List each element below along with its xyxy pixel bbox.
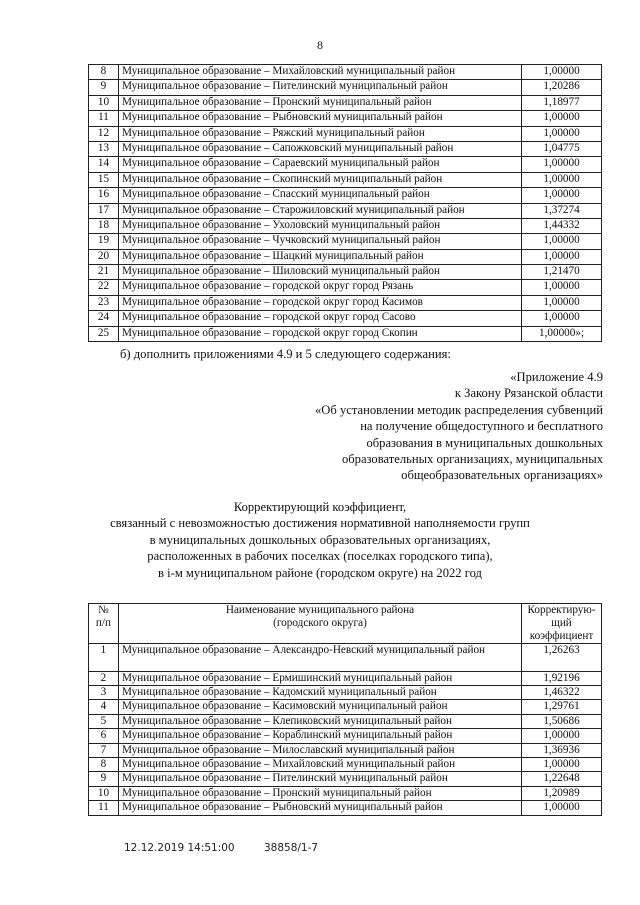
header-name <box>118 604 521 644</box>
table-row <box>89 280 602 295</box>
row-name: Муниципальное образование – Чучковский муниципальный район <box>118 234 521 249</box>
row-name: Муниципальное образование – Ермишинский муниципальный район <box>118 671 521 685</box>
row-number: 20 <box>89 249 119 264</box>
table-row <box>89 65 602 80</box>
row-name: Муниципальное образование – городской округ город Сасово <box>118 311 521 326</box>
table-header-row <box>89 604 602 644</box>
row-number: 22 <box>89 280 119 295</box>
appendix-line: «Приложение 4.9 <box>510 370 603 384</box>
table-row <box>89 772 602 786</box>
row-number: 15 <box>89 172 119 187</box>
row-coefficient: 1,00000 <box>522 295 602 310</box>
row-name: Муниципальное образование – Пронский муниципальный район <box>118 786 521 800</box>
row-number: 2 <box>89 671 119 685</box>
row-number: 19 <box>89 234 119 249</box>
row-number: 11 <box>89 801 119 815</box>
table-row <box>89 700 602 714</box>
header-number-line: № <box>98 604 109 616</box>
row-number: 9 <box>89 772 119 786</box>
table-row <box>89 172 602 187</box>
table-row <box>89 265 602 280</box>
row-name: Муниципальное образование – Шацкий муниципальный район <box>118 249 521 264</box>
row-coefficient: 1,37274 <box>522 203 602 218</box>
table-row <box>89 729 602 743</box>
row-coefficient: 1,00000 <box>522 172 602 187</box>
table-row <box>89 671 602 685</box>
row-number: 8 <box>89 65 119 80</box>
row-number: 18 <box>89 218 119 233</box>
row-name: Муниципальное образование – Ряжский муниципальный район <box>118 126 521 141</box>
row-number: 5 <box>89 714 119 728</box>
row-coefficient: 1,29761 <box>522 700 602 714</box>
table-row <box>89 249 602 264</box>
row-name: Муниципальное образование – Шиловский муниципальный район <box>118 265 521 280</box>
title-line: в i-м муниципальном районе (городском округе) на 2022 год <box>158 565 482 580</box>
row-number: 3 <box>89 686 119 700</box>
row-coefficient: 1,50686 <box>522 714 602 728</box>
row-name: Муниципальное образование – Кораблинский муниципальный район <box>118 729 521 743</box>
row-name: Муниципальное образование – Сараевский муниципальный район <box>118 157 521 172</box>
row-number: 10 <box>89 786 119 800</box>
header-coefficient-line: Корректирую- <box>527 604 596 616</box>
row-coefficient: 1,00000»; <box>522 326 602 341</box>
row-number: 4 <box>89 700 119 714</box>
appendix-line: к Закону Рязанской области <box>454 386 603 401</box>
row-coefficient: 1,36936 <box>522 743 602 757</box>
row-name: Муниципальное образование – Сапожковский муниципальный район <box>118 141 521 156</box>
row-coefficient: 1,22648 <box>522 772 602 786</box>
row-coefficient: 1,00000 <box>522 234 602 249</box>
row-coefficient: 1,26263 <box>522 643 602 671</box>
row-name: Муниципальное образование – Михайловский муниципальный район <box>118 65 521 80</box>
row-number: 10 <box>89 95 119 110</box>
row-name: Муниципальное образование – Клепиковский муниципальный район <box>118 714 521 728</box>
row-number: 23 <box>89 295 119 310</box>
row-number: 6 <box>89 729 119 743</box>
appendix-line: «Об установлении методик распределения субвенций <box>315 402 603 417</box>
table-row <box>89 643 602 671</box>
row-number: 11 <box>89 111 119 126</box>
table-row <box>89 686 602 700</box>
table-row <box>89 234 602 249</box>
header-number <box>89 604 119 644</box>
row-name: Муниципальное образование – Милославский муниципальный район <box>118 743 521 757</box>
row-coefficient: 1,00000 <box>522 729 602 743</box>
coefficient-table <box>88 603 602 816</box>
row-name: Муниципальное образование – Касимовский муниципальный район <box>118 700 521 714</box>
footer-timestamp: 12.12.2019 14:51:00 <box>124 842 235 854</box>
row-coefficient: 1,04775 <box>522 141 602 156</box>
row-name: Муниципальное образование – Спасский муниципальный район <box>118 188 521 203</box>
row-coefficient: 1,00000 <box>522 801 602 815</box>
row-number: 7 <box>89 743 119 757</box>
row-number: 1 <box>89 643 119 671</box>
appendix-line: на получение общедоступного и бесплатного <box>360 419 603 434</box>
table-row <box>89 111 602 126</box>
page-number: 8 <box>317 38 323 52</box>
row-coefficient: 1,00000 <box>522 249 602 264</box>
table-row <box>89 218 602 233</box>
row-coefficient: 1,00000 <box>522 757 602 771</box>
appendix-line: образования в муниципальных дошкольных <box>366 435 603 450</box>
row-coefficient: 1,20286 <box>522 80 602 95</box>
row-name: Муниципальное образование – Пронский муниципальный район <box>118 95 521 110</box>
row-name: Муниципальное образование – Михайловский муниципальный район <box>118 757 521 771</box>
header-coefficient-line: щий <box>551 616 572 629</box>
row-name: Муниципальное образование – Рыбновский муниципальный район <box>118 111 521 126</box>
table-row <box>89 95 602 110</box>
row-coefficient: 1,00000 <box>522 280 602 295</box>
row-number: 24 <box>89 311 119 326</box>
row-number: 13 <box>89 141 119 156</box>
table-row <box>89 80 602 95</box>
row-coefficient: 1,00000 <box>522 65 602 80</box>
row-coefficient: 1,00000 <box>522 126 602 141</box>
row-number: 8 <box>89 757 119 771</box>
title-line: в муниципальных дошкольных образовательных организациях, <box>149 532 491 547</box>
table-row <box>89 141 602 156</box>
header-name-line: (городского округа) <box>273 616 367 629</box>
table-row <box>89 714 602 728</box>
row-coefficient: 1,00000 <box>522 157 602 172</box>
row-coefficient: 1,20989 <box>522 786 602 800</box>
table-row <box>89 326 602 341</box>
appendix-line: общеобразовательных организациях» <box>401 468 603 483</box>
table-row <box>89 757 602 771</box>
row-coefficient: 1,00000 <box>522 311 602 326</box>
table-row <box>89 786 602 800</box>
row-name: Муниципальное образование – городской округ город Рязань <box>118 280 521 295</box>
row-name: Муниципальное образование – Скопинский муниципальный район <box>118 172 521 187</box>
table-row <box>89 157 602 172</box>
appendix-line: образовательных организациях, муниципальных <box>341 452 603 467</box>
coefficient-table-continued <box>88 64 602 342</box>
document-title <box>0 499 640 581</box>
row-number: 17 <box>89 203 119 218</box>
table-row <box>89 743 602 757</box>
row-name: Муниципальное образование – городской округ город Касимов <box>118 295 521 310</box>
title-line: связанный с невозможностью достижения нормативной наполняемости групп <box>110 516 530 531</box>
row-name: Муниципальное образование – Кадомский муниципальный район <box>118 686 521 700</box>
row-number: 14 <box>89 157 119 172</box>
row-coefficient: 1,92196 <box>522 671 602 685</box>
row-name: Муниципальное образование – Ухоловский муниципальный район <box>118 218 521 233</box>
row-coefficient: 1,00000 <box>522 111 602 126</box>
footer-doc-id: 38858/1-7 <box>263 842 319 854</box>
row-name: Муниципальное образование – Пителинский муниципальный район <box>118 772 521 786</box>
header-number-line: п/п <box>95 616 112 629</box>
row-name: Муниципальное образование – городской округ город Скопин <box>118 326 521 341</box>
row-number: 21 <box>89 265 119 280</box>
header-name-line: Наименование муниципального района <box>225 604 415 616</box>
row-name: Муниципальное образование – Рыбновский муниципальный район <box>118 801 521 815</box>
row-number: 9 <box>89 80 119 95</box>
title-line: Корректирующий коэффициент, <box>233 500 407 514</box>
footer <box>124 842 344 854</box>
row-number: 12 <box>89 126 119 141</box>
header-coefficient-line: коэффициент <box>529 629 594 642</box>
row-name: Муниципальное образование – Старожиловский муниципальный район <box>118 203 521 218</box>
row-coefficient: 1,21470 <box>522 265 602 280</box>
row-coefficient: 1,44332 <box>522 218 602 233</box>
row-coefficient: 1,46322 <box>522 686 602 700</box>
table-row <box>89 801 602 815</box>
header-coefficient <box>522 604 602 644</box>
table-row <box>89 126 602 141</box>
table-row <box>89 203 602 218</box>
row-name: Муниципальное образование – Александро-Невский муниципальный район <box>118 643 521 671</box>
amendment-instruction: б) дополнить приложениями 4.9 и 5 следующего содержания: <box>120 347 451 361</box>
row-coefficient: 1,00000 <box>522 188 602 203</box>
table-row <box>89 188 602 203</box>
row-number: 25 <box>89 326 119 341</box>
row-coefficient: 1,18977 <box>522 95 602 110</box>
appendix-heading <box>183 369 603 484</box>
table-row <box>89 295 602 310</box>
row-name: Муниципальное образование – Пителинский муниципальный район <box>118 80 521 95</box>
title-line: расположенных в рабочих поселках (поселках городского типа), <box>147 549 493 564</box>
table-row <box>89 311 602 326</box>
row-number: 16 <box>89 188 119 203</box>
